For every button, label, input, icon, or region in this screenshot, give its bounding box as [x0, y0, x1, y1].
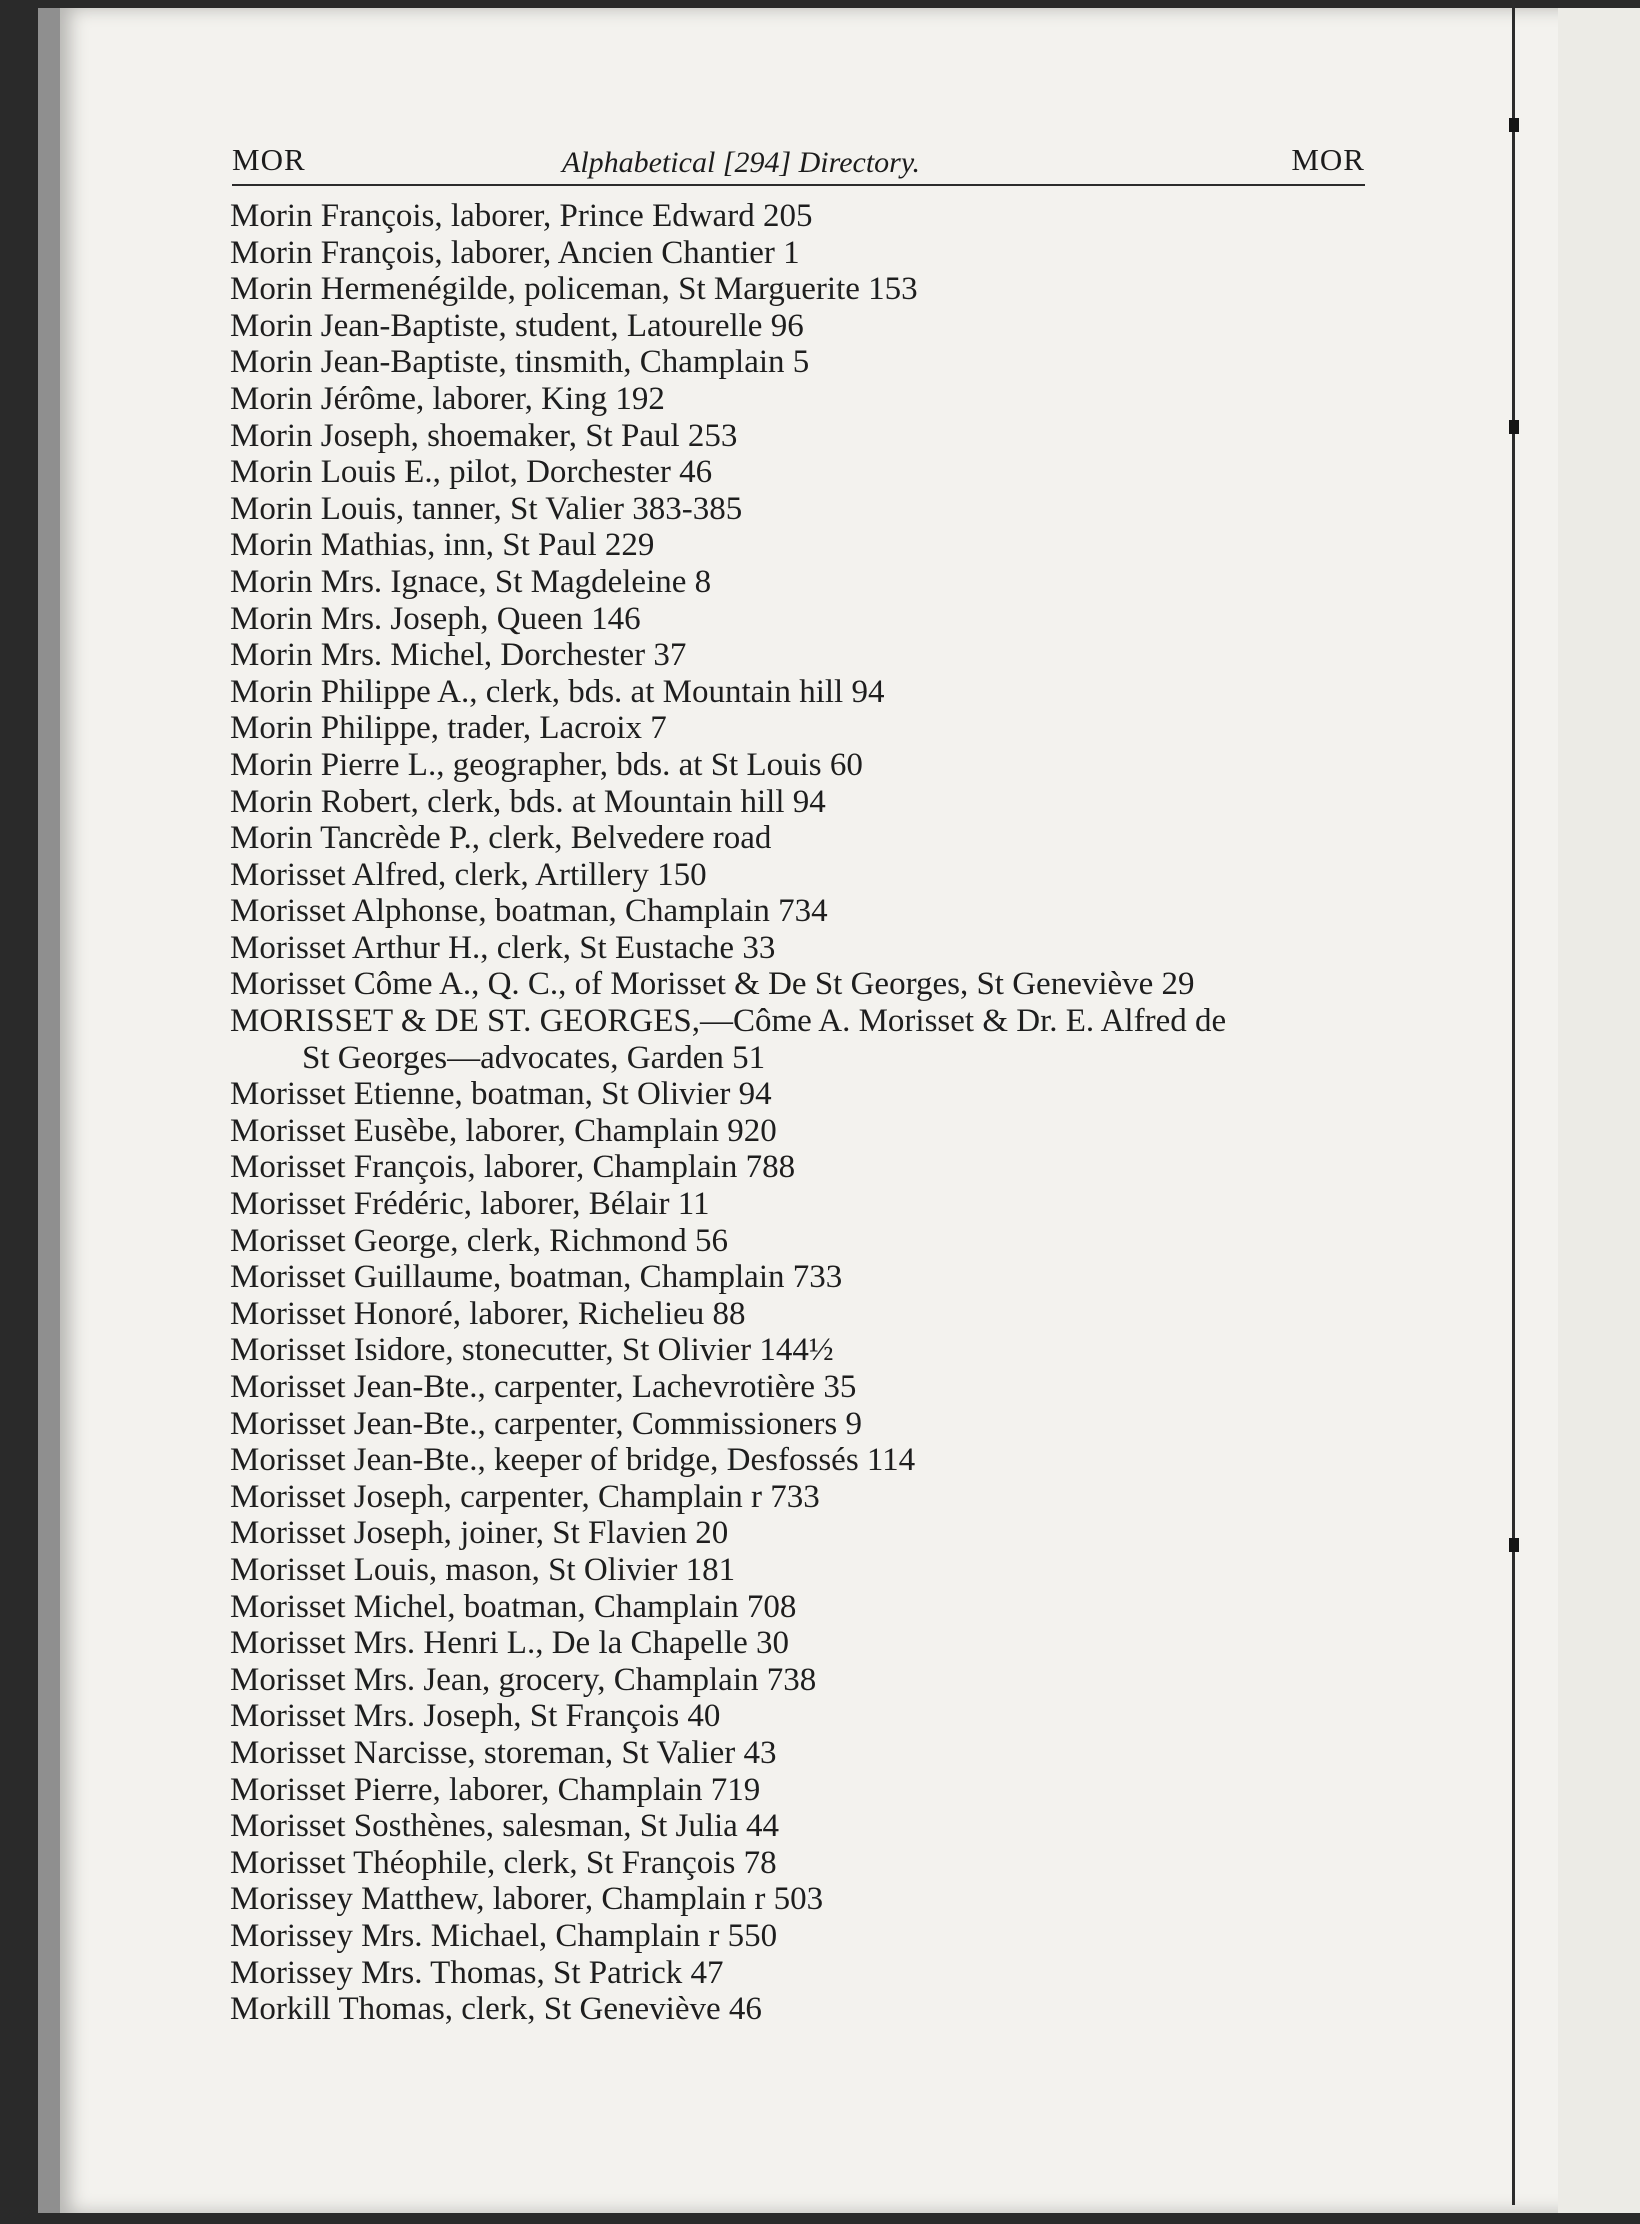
directory-entry: Morisset George, clerk, Richmond 56	[230, 1222, 728, 1259]
directory-entry: Morin Mrs. Joseph, Queen 146	[230, 600, 641, 637]
directory-entry: Morisset Jean-Bte., keeper of bridge, Desfossés 114	[230, 1442, 916, 1479]
directory-entry: Morisset Joseph, carpenter, Champlain r 733	[230, 1478, 820, 1515]
binding-mark	[1509, 420, 1519, 434]
directory-entry: Morisset Côme A., Q. C., of Morisset & De St Georges, St Geneviève 29	[230, 966, 1195, 1003]
directory-entry: Morin Philippe, trader, Lacroix 7	[230, 710, 667, 747]
directory-entry: Morisset Isidore, stonecutter, St Olivier 144½	[230, 1332, 834, 1369]
directory-entry: Morkill Thomas, clerk, St Geneviève 46	[230, 1991, 762, 2028]
directory-entry: Morisset Jean-Bte., carpenter, Lachevrotière 35	[230, 1369, 857, 1405]
directory-entry: MORISSET & DE ST. GEORGES,—Côme A. Morisset & Dr. E. Alfred de	[230, 1003, 1227, 1040]
directory-entry: Morin Robert, clerk, bds. at Mountain hill 94	[230, 783, 826, 820]
directory-entry: Morin Jérôme, laborer, King 192	[230, 380, 665, 417]
directory-entry: Morisset Louis, mason, St Olivier 181	[230, 1551, 736, 1588]
directory-entry: Morin Mathias, inn, St Paul 229	[230, 527, 655, 564]
directory-entry: Morisset Etienne, boatman, St Olivier 94	[230, 1076, 772, 1113]
directory-entry: Morin François, laborer, Prince Edward 205	[230, 198, 813, 234]
directory-entry: Morissey Mrs. Michael, Champlain r 550	[230, 1917, 778, 1954]
directory-entry: Morin Joseph, shoemaker, St Paul 253	[230, 417, 738, 454]
directory-entry: Morisset Pierre, laborer, Champlain 719	[230, 1771, 761, 1808]
directory-entry: Morin Mrs. Michel, Dorchester 37	[230, 637, 687, 674]
directory-entry: Morisset Mrs. Henri L., De la Chapelle 30	[230, 1625, 790, 1662]
running-header	[232, 138, 1365, 186]
directory-entry: Morin Tancrède P., clerk, Belvedere road	[230, 820, 772, 857]
directory-entry: Morisset Eusèbe, laborer, Champlain 920	[230, 1112, 777, 1149]
directory-entry: Morin Hermenégilde, policeman, St Marguerite 153	[230, 271, 918, 308]
header-left: MOR	[232, 142, 306, 177]
directory-entry: Morisset Alfred, clerk, Artillery 150	[230, 856, 707, 893]
directory-entry: Morissey Mrs. Thomas, St Patrick 47	[230, 1954, 724, 1991]
directory-entry: Morin Jean-Baptiste, tinsmith, Champlain 5	[230, 344, 810, 381]
directory-entry: Morin Philippe A., clerk, bds. at Mountain hill 94	[230, 673, 885, 710]
directory-entry: St Georges—advocates, Garden 51	[302, 1039, 766, 1076]
directory-entry: Morisset Arthur H., clerk, St Eustache 33	[230, 929, 776, 966]
directory-entry: Morin Mrs. Ignace, St Magdeleine 8	[230, 563, 712, 600]
binding-mark	[1509, 118, 1519, 132]
directory-entry: Morisset Honoré, laborer, Richelieu 88	[230, 1295, 746, 1332]
directory-entry: Morisset Mrs. Joseph, St François 40	[230, 1698, 721, 1735]
directory-entry: Morisset Sosthènes, salesman, St Julia 44	[230, 1808, 780, 1845]
directory-entry: Morisset Alphonse, boatman, Champlain 734	[230, 893, 828, 930]
header-center: Alphabetical [294] Directory.	[562, 146, 921, 179]
next-page-edge	[1558, 8, 1640, 2213]
directory-entry: Morin Pierre L., geographer, bds. at St Louis 60	[230, 746, 863, 783]
header-right: MOR	[1291, 142, 1365, 177]
directory-entry: Morin François, laborer, Ancien Chantier 1	[230, 234, 800, 271]
directory-entry: Morin Jean-Baptiste, student, Latourelle 96	[230, 307, 804, 344]
directory-entry: Morisset Michel, boatman, Champlain 708	[230, 1588, 797, 1625]
binding-mark	[1509, 1538, 1519, 1552]
directory-entry: Morisset Mrs. Jean, grocery, Champlain 738	[230, 1661, 817, 1698]
directory-entry: Morisset Narcisse, storeman, St Valier 43	[230, 1734, 777, 1771]
directory-entry: Morisset Guillaume, boatman, Champlain 733	[230, 1259, 843, 1296]
directory-entry: Morin Louis, tanner, St Valier 383-385	[230, 490, 743, 527]
directory-entry: Morissey Matthew, laborer, Champlain r 503	[230, 1881, 824, 1918]
directory-entry: Morisset Joseph, joiner, St Flavien 20	[230, 1515, 729, 1552]
directory-entries	[230, 198, 1380, 2028]
directory-entry: Morin Louis E., pilot, Dorchester 46	[230, 454, 713, 491]
directory-entry: Morisset Frédéric, laborer, Bélair 11	[230, 1186, 710, 1223]
binding-rule	[1512, 0, 1515, 2205]
directory-entry: Morisset Théophile, clerk, St François 78	[230, 1844, 777, 1881]
directory-entry: Morisset François, laborer, Champlain 788	[230, 1149, 796, 1186]
directory-entry: Morisset Jean-Bte., carpenter, Commissioners 9	[230, 1405, 862, 1442]
